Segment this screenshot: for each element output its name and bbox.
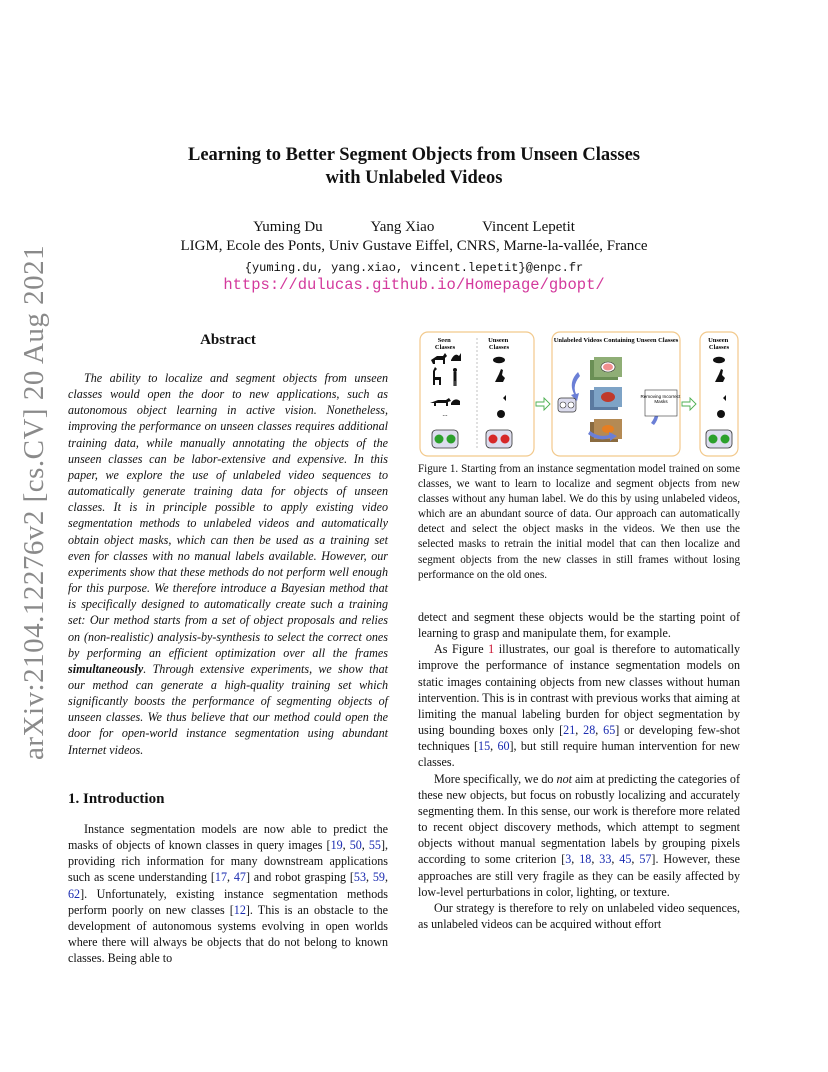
figure-1-diagram	[418, 330, 740, 458]
robot-icon-unseen	[486, 430, 512, 448]
author-3: Vincent Lepetit	[482, 219, 575, 235]
label-line-2: Classes	[708, 344, 730, 352]
citation-link[interactable]: 62	[68, 886, 81, 901]
text-run: ,	[342, 838, 350, 853]
citation-link[interactable]: 59	[372, 870, 385, 885]
figure-ref-link[interactable]: 1	[488, 642, 495, 657]
author-emails: {yuming.du, yang.xiao, vincent.lepetit}@enpc.fr	[244, 261, 584, 275]
citation-link[interactable]: 12	[233, 902, 246, 917]
label-line-2: Classes	[488, 344, 510, 352]
paper-title	[0, 144, 828, 190]
seen-classes-label: Seen Classes	[434, 337, 456, 352]
label-line-2: Masks	[654, 399, 668, 405]
abstract-text-1: The ability to localize and segment objects from unseen classes would open the door to new applications, such as autonomous object learning in active vision. Nonetheless, improving the performance on unseen classes requires additional training data, while manually annotating the objects of the unseen classes can be labor-extensive and expensive. In this paper, we explore the use of unlabeled video sequences to automatically generate training data for objects of unseen classes. It is in principle possible to apply existing video segmentation methods to unlabeled videos and automatically obtain object masks, which can then be used as a training set even for classes with no manual labels available. However, our experiments show that these methods do not perform well enough for this purpose. We therefore introduce a Bayesian method that is specifically designed to automatically create such a training set: Our method starts from a set of object proposals and relies on (non-realistic) analysis-by-synthesis to select the correct ones by performing an efficient optimization over all the frames	[68, 371, 388, 660]
introduction-heading: 1. Introduction	[68, 791, 165, 807]
figure-1-caption: Figure 1. Starting from an instance segmentation model trained on some classes, we want to learn to localize and segment objects from new classes without any human label. We do this by using unlabeled videos, which are an abundant source of data. Our approach can automatically detect and select the object masks in the videos. We then use the selected masks to retrain the initial model that can then localize and segment objects from the new classes in still frames without losing performance on the old ones.	[418, 463, 740, 581]
paragraph-strategy: Our strategy is therefore to rely on unlabeled video sequences, as unlabeled videos can be acquired without effort	[418, 900, 740, 931]
citation-link[interactable]: 18	[579, 852, 592, 867]
text-run: ,	[490, 739, 498, 754]
text-run: ,	[611, 852, 620, 867]
citation-link[interactable]: 3	[565, 852, 572, 867]
text-run: ]. However, these approaches are still very fragile as they can be easily affected by low-level perturbations in color, lighting, or texture.	[418, 852, 741, 899]
citation-link[interactable]: 55	[368, 838, 381, 853]
text-run: ] or developing few-shot techniques [	[418, 723, 741, 754]
text-run: ,	[631, 852, 640, 867]
citation-link[interactable]: 53	[353, 870, 367, 885]
unseen-classes-right-label: Unseen Classes	[708, 337, 730, 352]
paragraph-goal	[418, 641, 740, 770]
text-run: ,	[361, 838, 369, 853]
author-list	[0, 219, 828, 236]
arrow-icon	[536, 398, 550, 410]
text-run: ,	[595, 723, 604, 738]
citation-link[interactable]: 50	[349, 838, 362, 853]
abstract-heading: Abstract	[200, 332, 256, 348]
arxiv-stamp: arXiv:2104.12276v2 [cs.CV] 20 Aug 2021	[18, 244, 50, 760]
abstract-bold-term: simultaneously	[68, 661, 144, 676]
removing-masks-label: Removing Incorrect Masks	[640, 394, 681, 405]
author-1: Yuming Du	[253, 219, 323, 235]
unseen-classes-label: Unseen Classes	[488, 337, 510, 352]
citation-link[interactable]: 33	[599, 852, 612, 867]
citation-link[interactable]: 45	[619, 852, 632, 867]
citation-link[interactable]: 65	[603, 723, 616, 738]
text-run: ,	[366, 870, 373, 885]
text-run: illustrates, our goal is therefore to automatically improve the performance of instance segmentation models on static images containing objects from new classes without human intervention. This is in contrast with previous works that aiming at limiting the manual labeling burden for object segmentation by using bounding boxes only [	[418, 642, 741, 738]
citation-link[interactable]: 19	[330, 838, 343, 853]
robot-icon-seen	[432, 430, 458, 448]
citation-link[interactable]: 57	[639, 852, 652, 867]
paragraph-continuation: detect and segment these objects would be the starting point of learning to grasp and manipulate them, for example.	[418, 610, 740, 641]
emphasis: not	[556, 771, 572, 786]
intro-paragraph-1	[68, 821, 388, 966]
abstract-body	[68, 370, 388, 758]
text-run: As Figure	[434, 642, 489, 657]
text-run: ]. Unfortunately, existing instance segmentation methods perform poorly on new classes [	[68, 886, 388, 917]
citation-link[interactable]: 21	[563, 723, 576, 738]
arrow-icon	[682, 398, 696, 410]
paragraph-specifics	[418, 771, 740, 900]
svg-text:...: ...	[442, 410, 448, 418]
citation-link[interactable]: 47	[233, 870, 246, 885]
text-run: ,	[384, 870, 388, 885]
title-line-1: Learning to Better Segment Objects from Unseen Classes	[188, 145, 640, 165]
text-run: ,	[227, 870, 234, 885]
right-column-body	[418, 609, 740, 932]
citation-link[interactable]: 28	[583, 723, 596, 738]
text-run: ]. This is an obstacle to the development of autonomous systems evolving in open worlds where there will always be objects that do not belong to known classes. Being able to	[68, 902, 388, 966]
video-frames	[590, 357, 622, 442]
label-line-2: Classes	[434, 344, 456, 352]
robot-icon-learned	[706, 430, 732, 448]
text-run: More specifically, we do	[434, 771, 557, 786]
unlabeled-videos-label: Unlabeled Videos Containing Unseen Classes	[553, 337, 679, 344]
text-run: Instance segmentation models are now able to predict the masks of objects of known classes in query images [	[68, 822, 388, 853]
citation-link[interactable]: 17	[214, 870, 228, 885]
project-homepage-link[interactable]: https://dulucas.github.io/Homepage/gbopt/	[223, 276, 605, 294]
text-run: ,	[591, 852, 600, 867]
citation-link[interactable]: 15	[478, 739, 491, 754]
text-run: ], providing rich information for many downstream applications such as scene understanding [	[68, 838, 388, 885]
text-run: aim at predicting the categories of these new objects, but focus on robustly localizing and accurately segmenting them. In this sense, our work is therefore more related to recent object discovery methods, which attempt to segment objects without manual segmentation labels by grouping pixels according to some criterion [	[418, 771, 740, 867]
text-run: ] and robot grasping [	[245, 870, 354, 885]
text-run: ,	[575, 723, 584, 738]
affiliation: LIGM, Ecole des Ponts, Univ Gustave Eiffel, CNRS, Marne-la-vallée, France	[180, 238, 648, 254]
introduction-body	[68, 821, 388, 966]
citation-link[interactable]: 60	[497, 739, 510, 754]
author-2: Yang Xiao	[370, 219, 435, 235]
text-run: ,	[571, 852, 580, 867]
robot-icon-center	[558, 398, 576, 412]
text-run: ], but still require human intervention for new classes.	[418, 739, 740, 770]
title-line-2: with Unlabeled Videos	[325, 168, 503, 188]
abstract-text-2: . Through extensive experiments, we show that our method can generate a high-quality training set which significantly boosts the performance of segmenting objects of unseen classes. We thus believe that our method could open the door for open-world instance segmentation using abundant Internet videos.	[68, 661, 388, 757]
